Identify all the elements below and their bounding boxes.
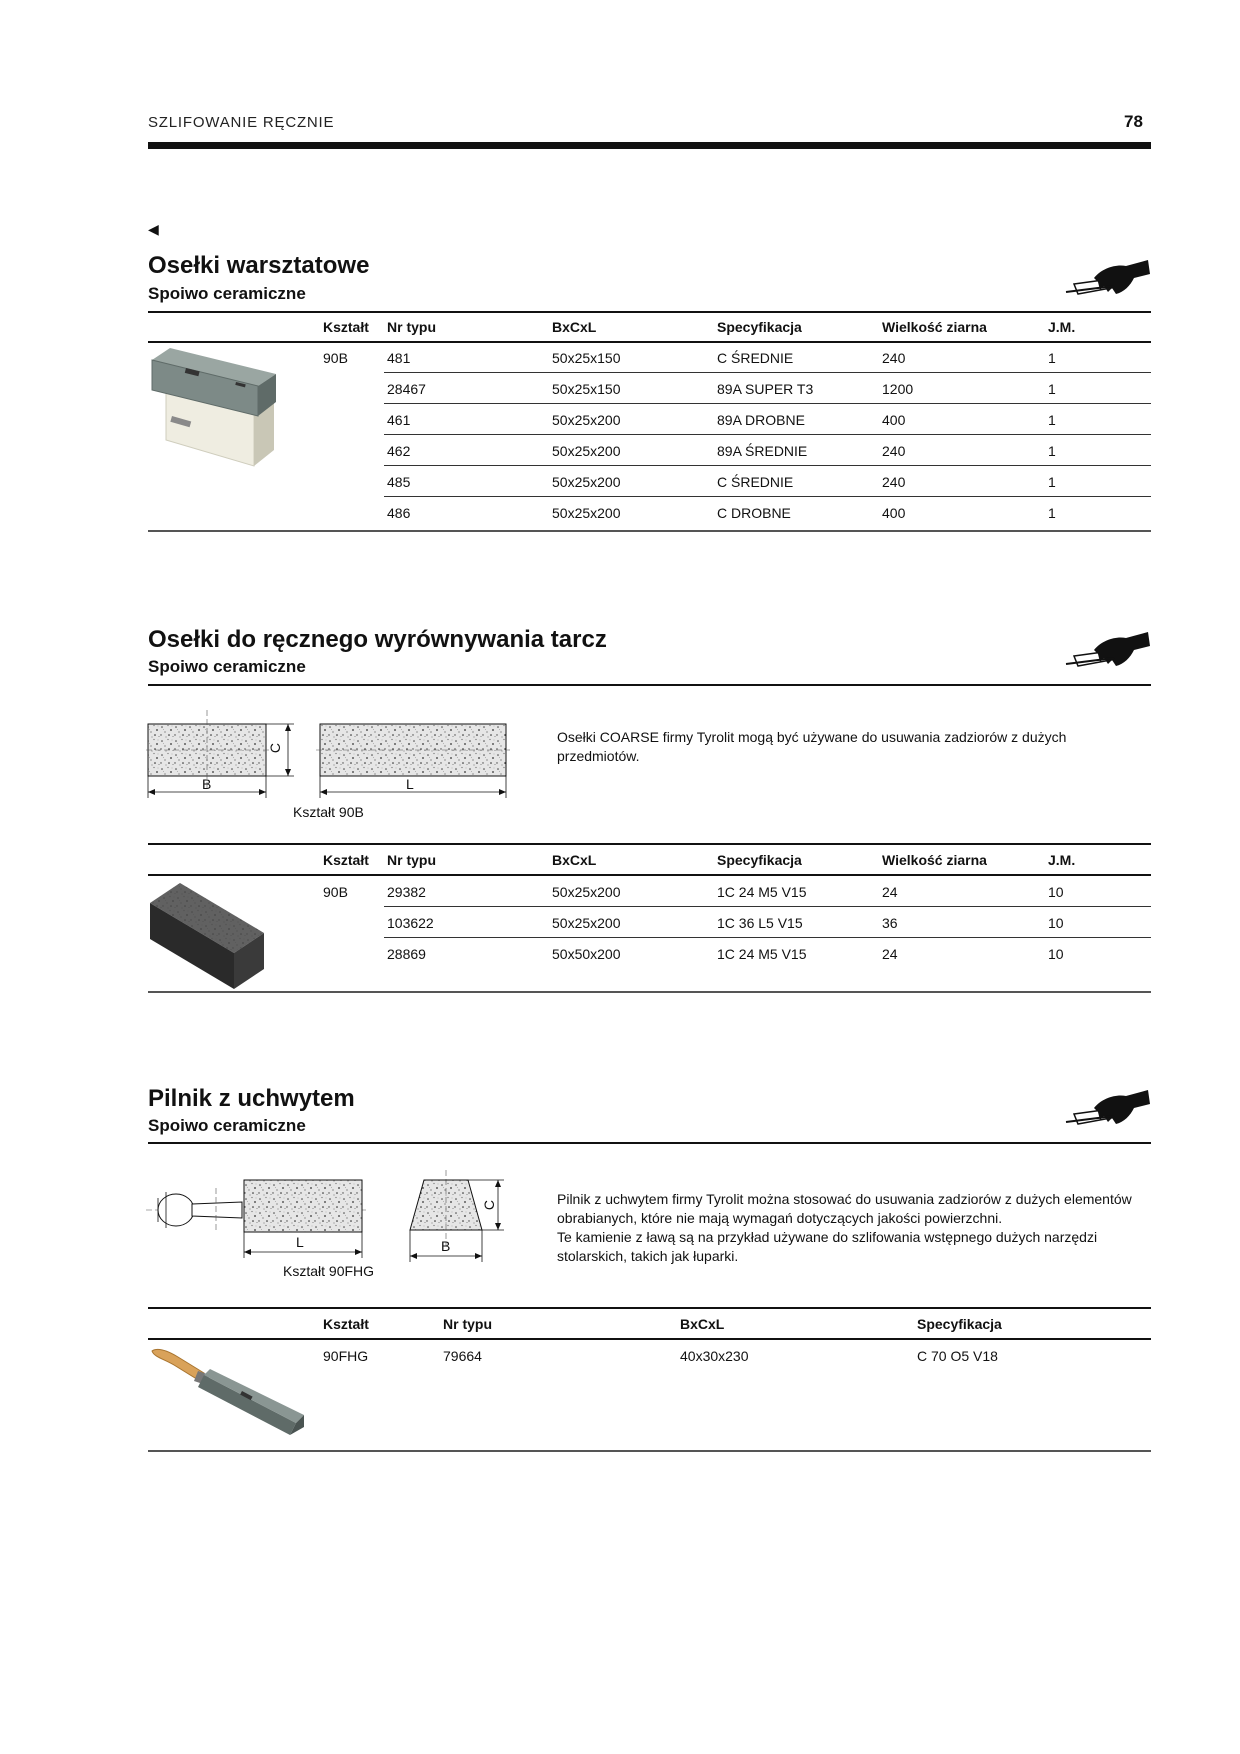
column-header: J.M. <box>1048 852 1076 868</box>
row-rule <box>384 496 1151 497</box>
shape-caption: Kształt 90FHG <box>283 1263 375 1279</box>
dimension-label-c: C <box>267 742 284 754</box>
row-rule <box>384 937 1151 938</box>
table-bottom-rule <box>148 530 1151 532</box>
cell-grit: 1200 <box>882 381 914 397</box>
cell-type-no: 486 <box>387 505 411 521</box>
column-header: Nr typu <box>387 852 436 868</box>
products-table <box>148 843 1151 993</box>
cell-grit: 24 <box>882 946 898 962</box>
column-header: Wielkość ziarna <box>882 319 987 335</box>
cell-spec: C 70 O5 V18 <box>917 1348 998 1364</box>
cell-type-no: 462 <box>387 443 411 459</box>
cell-dimensions: 40x30x230 <box>680 1348 749 1364</box>
cell-grit: 240 <box>882 443 906 459</box>
cell-unit: 10 <box>1048 915 1064 931</box>
column-header: Nr typu <box>443 1316 492 1332</box>
cell-unit: 1 <box>1048 505 1056 521</box>
cell-shape: 90FHG <box>323 1348 369 1364</box>
column-header: Specyfikacja <box>717 319 802 335</box>
dimension-label-b: B <box>202 776 212 792</box>
cell-shape: 90B <box>323 350 348 366</box>
cell-spec: 1C 36 L5 V15 <box>717 915 803 931</box>
hand-sharpening-icon <box>1064 628 1150 674</box>
cell-spec: 89A DROBNE <box>717 412 805 428</box>
back-arrow-icon[interactable]: ◀ <box>148 221 159 237</box>
dimension-label-l: L <box>406 776 414 792</box>
dimension-label-c: C <box>481 1199 498 1211</box>
cell-grit: 400 <box>882 412 906 428</box>
page-number: 78 <box>1124 112 1143 131</box>
row-rule <box>384 403 1151 404</box>
products-table <box>148 311 1151 531</box>
dimension-label-l: L <box>296 1234 304 1250</box>
shape-caption: Kształt 90B <box>293 804 364 820</box>
cell-shape: 90B <box>323 884 348 900</box>
row-rule <box>384 434 1151 435</box>
shape-90b-diagram <box>146 710 512 798</box>
cell-dimensions: 50x25x200 <box>552 505 621 521</box>
section-subtitle: Spoiwo ceramiczne <box>148 1116 306 1135</box>
column-header: BxCxL <box>552 852 597 868</box>
description-paragraph: Osełki COARSE firmy Tyrolit mogą być używane do usuwania zadziorów z dużych przedmiotów. <box>557 729 1067 764</box>
section-subtitle: Spoiwo ceramiczne <box>148 284 306 303</box>
cell-spec: 89A SUPER T3 <box>717 381 814 397</box>
cell-unit: 1 <box>1048 443 1056 459</box>
dimension-label-b: B <box>441 1238 451 1254</box>
cell-type-no: 29382 <box>387 884 426 900</box>
cell-dimensions: 50x50x200 <box>552 946 621 962</box>
cell-dimensions: 50x25x200 <box>552 884 621 900</box>
row-rule <box>384 372 1151 373</box>
row-rule <box>384 906 1151 907</box>
cell-spec: 1C 24 M5 V15 <box>717 946 807 962</box>
row-rule <box>384 465 1151 466</box>
column-header: Specyfikacja <box>917 1316 1002 1332</box>
hand-sharpening-icon <box>1064 256 1150 302</box>
cell-type-no: 28869 <box>387 946 426 962</box>
cell-spec: 1C 24 M5 V15 <box>717 884 807 900</box>
cell-dimensions: 50x25x150 <box>552 350 621 366</box>
cell-unit: 1 <box>1048 474 1056 490</box>
section-description <box>557 1190 1139 1266</box>
section-description <box>557 728 1137 766</box>
section-rule <box>148 1142 1151 1144</box>
column-header: Kształt <box>323 319 369 335</box>
cell-type-no: 485 <box>387 474 411 490</box>
column-header: Specyfikacja <box>717 852 802 868</box>
cell-grit: 240 <box>882 474 906 490</box>
cell-dimensions: 50x25x200 <box>552 412 621 428</box>
section-subtitle: Spoiwo ceramiczne <box>148 657 306 676</box>
column-header: Kształt <box>323 852 369 868</box>
cell-spec: 89A ŚREDNIE <box>717 443 808 459</box>
header-rule <box>148 1338 1151 1340</box>
column-header: Kształt <box>323 1316 369 1332</box>
cell-spec: C ŚREDNIE <box>717 350 794 366</box>
shape-90fhg-diagram <box>146 1168 522 1264</box>
cell-unit: 10 <box>1048 884 1064 900</box>
header-rule <box>148 341 1151 343</box>
column-header: J.M. <box>1048 319 1076 335</box>
cell-unit: 1 <box>1048 412 1056 428</box>
cell-type-no: 28467 <box>387 381 426 397</box>
cell-grit: 24 <box>882 884 898 900</box>
cell-type-no: 79664 <box>443 1348 482 1364</box>
section-title: Osełki do ręcznego wyrównywania tarcz <box>148 626 607 653</box>
cell-dimensions: 50x25x200 <box>552 915 621 931</box>
coarse-stone-image <box>148 881 270 991</box>
products-table <box>148 1307 1151 1452</box>
cell-type-no: 103622 <box>387 915 434 931</box>
column-header: BxCxL <box>552 319 597 335</box>
section-rule <box>148 684 1151 686</box>
section-title: Pilnik z uchwytem <box>148 1085 355 1112</box>
cell-unit: 1 <box>1048 350 1056 366</box>
cell-dimensions: 50x25x200 <box>552 474 621 490</box>
section-title: Osełki warsztatowe <box>148 252 370 279</box>
header-rule <box>148 874 1151 876</box>
table-bottom-rule <box>148 991 1151 993</box>
page-header-title: SZLIFOWANIE RĘCZNIE <box>148 114 335 131</box>
column-header: BxCxL <box>680 1316 725 1332</box>
cell-unit: 1 <box>1048 381 1056 397</box>
table-bottom-rule <box>148 1450 1151 1452</box>
sharpening-stone-image <box>150 346 280 496</box>
description-paragraph: Pilnik z uchwytem firmy Tyrolit można stosować do usuwania zadziorów z dużych elementów obrabianych, które nie mają wymagań dotyczących jakości powierzchni. <box>557 1191 1132 1226</box>
cell-grit: 400 <box>882 505 906 521</box>
column-header: Wielkość ziarna <box>882 852 987 868</box>
hand-sharpening-icon <box>1064 1086 1150 1132</box>
cell-dimensions: 50x25x200 <box>552 443 621 459</box>
cell-spec: C ŚREDNIE <box>717 474 794 490</box>
cell-grit: 240 <box>882 350 906 366</box>
file-with-handle-image <box>148 1345 310 1445</box>
cell-unit: 10 <box>1048 946 1064 962</box>
cell-type-no: 481 <box>387 350 411 366</box>
cell-grit: 36 <box>882 915 898 931</box>
cell-spec: C DROBNE <box>717 505 791 521</box>
header-rule <box>148 142 1151 149</box>
column-header: Nr typu <box>387 319 436 335</box>
cell-dimensions: 50x25x150 <box>552 381 621 397</box>
description-paragraph: Te kamienie z ławą są na przykład używane do szlifowania wstępnego dużych narzędzi stolarskich, takich jak łuparki. <box>557 1229 1098 1264</box>
cell-type-no: 461 <box>387 412 411 428</box>
